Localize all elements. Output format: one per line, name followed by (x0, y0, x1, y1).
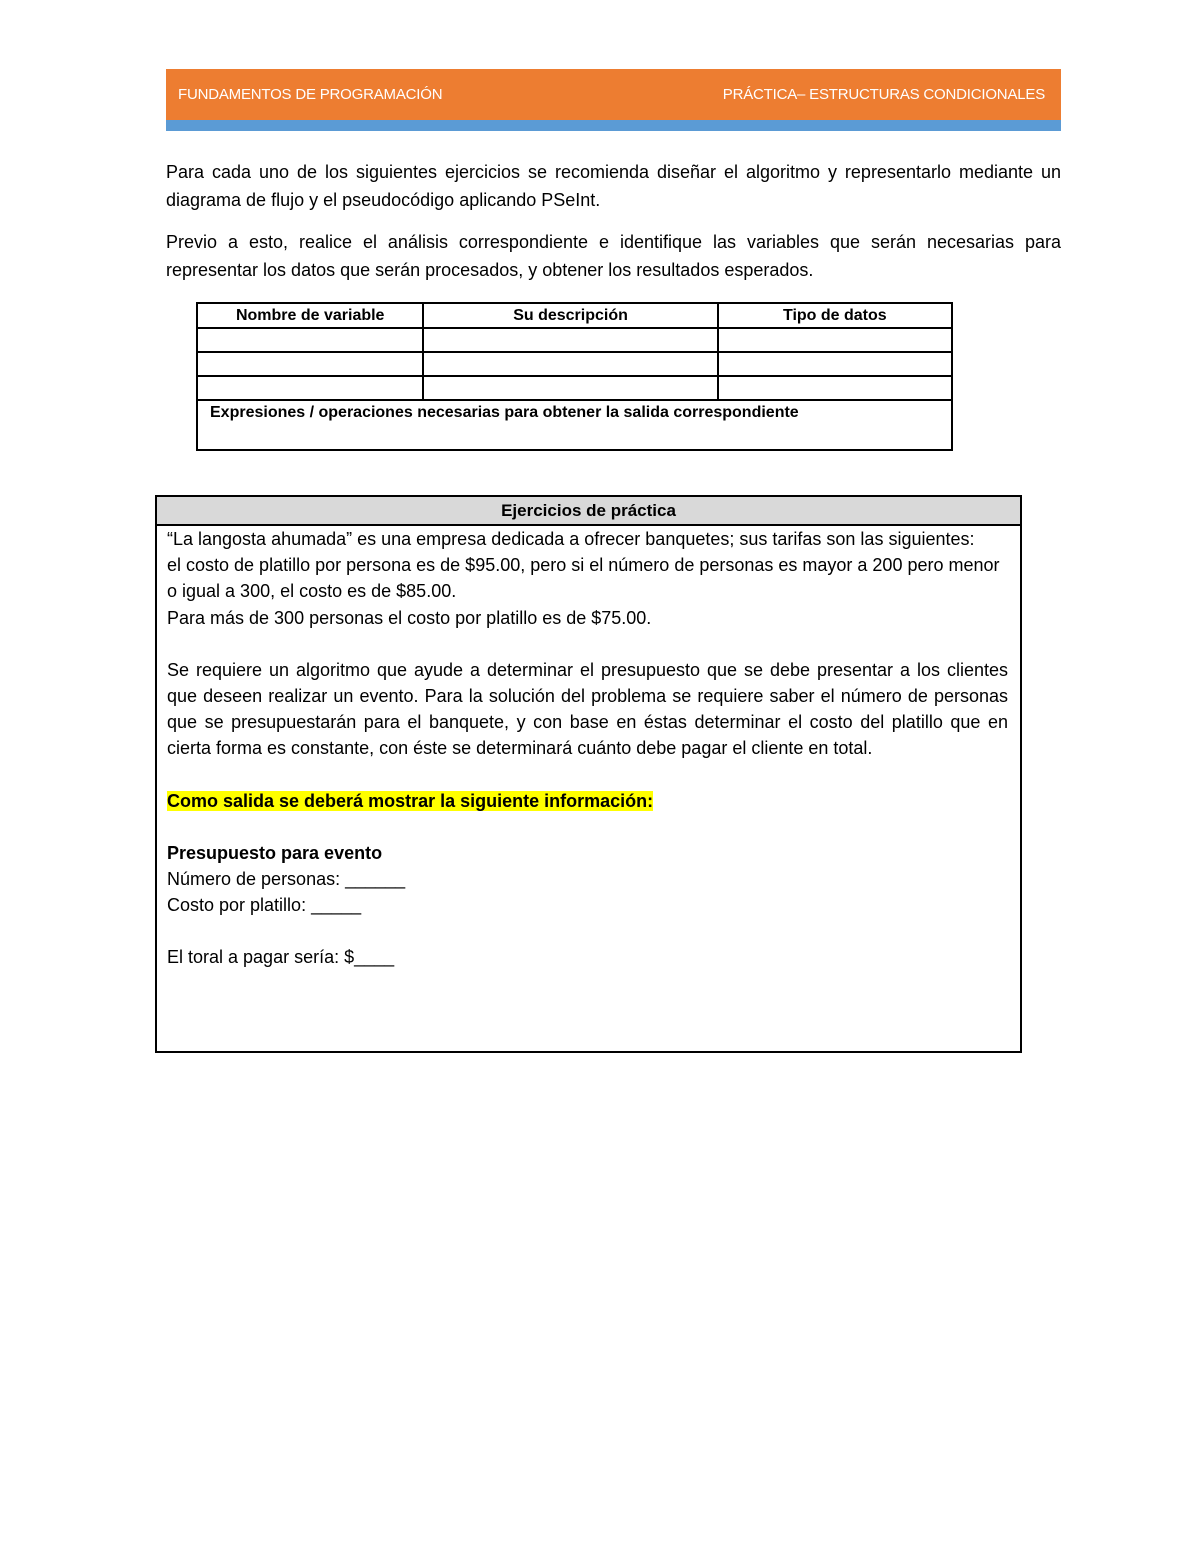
expressions-row (197, 400, 952, 450)
table-cell[interactable] (718, 328, 952, 352)
spacer (167, 814, 1008, 840)
practice-body (157, 526, 1020, 971)
exercise-paragraph-4: Se requiere un algoritmo que ayude a determinar el presupuesto que se debe presentar a los clientes que deseen realizar un evento. Para la solución del problema se requiere saber el número de personas que se presupuestarán para el banquete, y con base en éstas determinar el costo del platillo que en cierta forma es constante, con éste se determinará cuánto debe pagar el cliente en total. (167, 659, 1008, 759)
variables-table (196, 302, 953, 451)
total-line: El toral a pagar sería: $____ (167, 947, 395, 968)
table-cell[interactable] (423, 328, 717, 352)
table-cell[interactable] (197, 352, 423, 376)
table-cell[interactable] (718, 376, 952, 400)
header-accent-stripe (166, 120, 1061, 131)
table-row (197, 352, 952, 376)
spacer (167, 762, 1008, 788)
table-cell[interactable] (197, 376, 423, 400)
variables-table-header-row (197, 303, 952, 328)
table-row (197, 328, 952, 352)
column-header-variable-name: Nombre de variable (197, 303, 423, 328)
intro-paragraph-2: Previo a esto, realice el análisis correspondiente e identifique las variables que serán necesarias para representar los datos que serán procesados, y obtener los resultados esperados. (166, 232, 1061, 280)
people-line: Número de personas: ______ (167, 869, 406, 890)
exercise-paragraph-2: el costo de platillo por persona es de $95.00, pero si el número de personas es mayor a 200 pero menor o igual a 300, el costo es de $85.00. (167, 555, 1000, 602)
expressions-cell: Expresiones / operaciones necesarias para obtener la salida correspondiente (197, 400, 952, 450)
output-instruction (167, 788, 1008, 814)
header-course-title: FUNDAMENTOS DE PROGRAMACIÓN (178, 86, 443, 103)
spacer (167, 918, 1008, 944)
output-highlight: Como salida se deberá mostrar la siguiente información: (167, 790, 654, 811)
spacer (167, 631, 1008, 657)
table-cell[interactable] (423, 352, 717, 376)
exercise-paragraph-1: “La langosta ahumada” es una empresa dedicada a ofrecer banquetes; sus tarifas son las siguientes: (167, 529, 975, 549)
column-header-description: Su descripción (423, 303, 717, 328)
table-cell[interactable] (718, 352, 952, 376)
table-row (197, 376, 952, 400)
practice-title: Ejercicios de práctica (157, 497, 1020, 526)
document-header (166, 69, 1061, 120)
table-cell[interactable] (197, 328, 423, 352)
intro-section (166, 158, 1061, 298)
header-practice-title: PRÁCTICA– ESTRUCTURAS CONDICIONALES (722, 86, 1045, 103)
practice-exercise-box (155, 495, 1022, 1053)
intro-paragraph-1: Para cada uno de los siguientes ejercicios se recomienda diseñar el algoritmo y representarlo mediante un diagrama de flujo y el pseudocódigo aplicando PSeInt. (166, 162, 1061, 210)
exercise-paragraph-3: Para más de 300 personas el costo por platillo es de $75.00. (167, 607, 652, 628)
cost-line: Costo por platillo: _____ (167, 895, 362, 916)
table-cell[interactable] (423, 376, 717, 400)
column-header-data-type: Tipo de datos (718, 303, 952, 328)
budget-title: Presupuesto para evento (167, 842, 383, 863)
